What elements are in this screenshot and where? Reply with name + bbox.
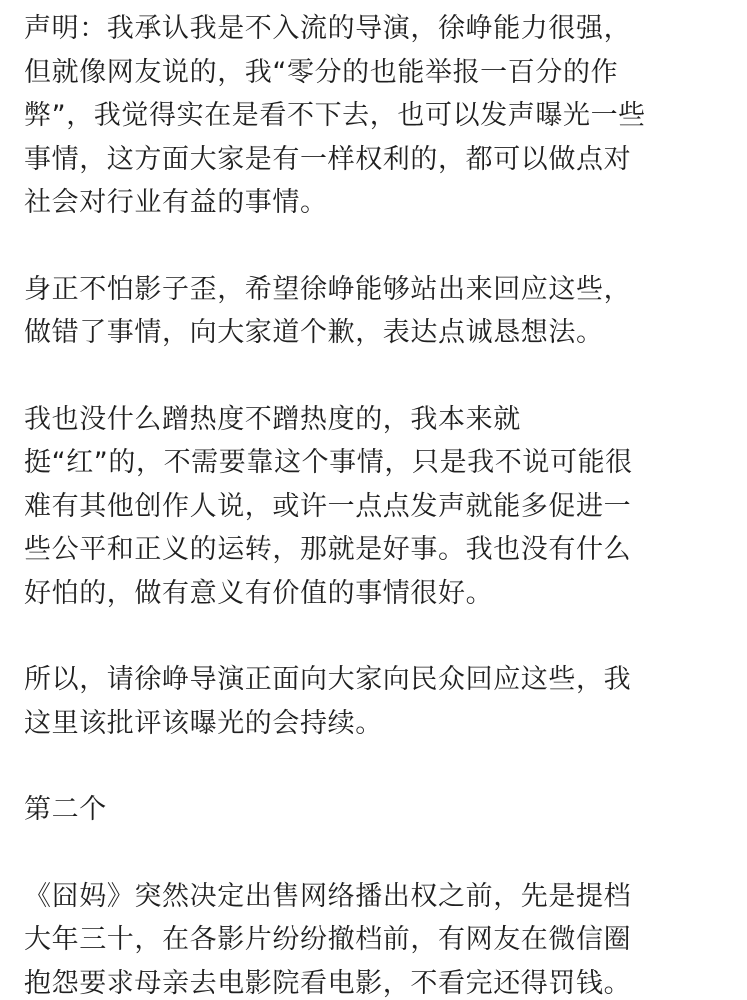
text-line: 这里该批评该曝光的会持续。 — [24, 707, 383, 739]
text-line: 但就像网友说的，我“零分的也能举报一百分的作 — [24, 56, 619, 88]
text-line: 声明：我承认我是不入流的导演，徐峥能力很强， — [24, 13, 632, 44]
text-line: 所以，请徐峥导演正面向大家向民众回应这些，我 — [24, 664, 632, 695]
paragraph-request-apology — [24, 268, 723, 355]
text-line: 抱怨要求母亲去电影院看电影，不看完还得罚钱。 — [24, 967, 632, 999]
paragraph-second-point — [24, 875, 723, 1000]
paragraph-section-heading — [24, 788, 723, 832]
text-line: 弊”，我觉得实在是看不下去，也可以发声曝光一些 — [24, 100, 646, 131]
text-line: 《囧妈》突然决定出售网络播出权之前，先是提档 — [24, 880, 632, 912]
text-line: 些公平和正义的运转，那就是好事。我也没有什么 — [24, 534, 632, 565]
text-line: 挺“红”的，不需要靠这个事情，只是我不说可能很 — [24, 447, 633, 478]
text-line: 社会对行业有益的事情。 — [24, 187, 328, 218]
paragraph-conclusion — [24, 658, 723, 745]
text-line: 我也没什么蹭热度不蹭热度的，我本来就 — [24, 403, 521, 435]
text-line: 好怕的，做有意义有价值的事情很好。 — [24, 577, 494, 609]
text-line: 难有其他创作人说，或许一点点发声就能多促进一 — [24, 490, 632, 522]
paragraph-statement — [24, 7, 723, 225]
text-line: 身正不怕影子歪，希望徐峥能够站出来回应这些， — [24, 273, 632, 305]
text-line: 做错了事情，向大家道个歉，表达点诚恳想法。 — [24, 317, 604, 348]
text-line: 事情，这方面大家是有一样权利的，都可以做点对 — [24, 143, 632, 175]
paragraph-motivation — [24, 398, 723, 616]
section-heading: 第二个 — [24, 794, 107, 825]
text-line: 大年三十，在各影片纷纷撤档前，有网友在微信圈 — [24, 924, 632, 955]
